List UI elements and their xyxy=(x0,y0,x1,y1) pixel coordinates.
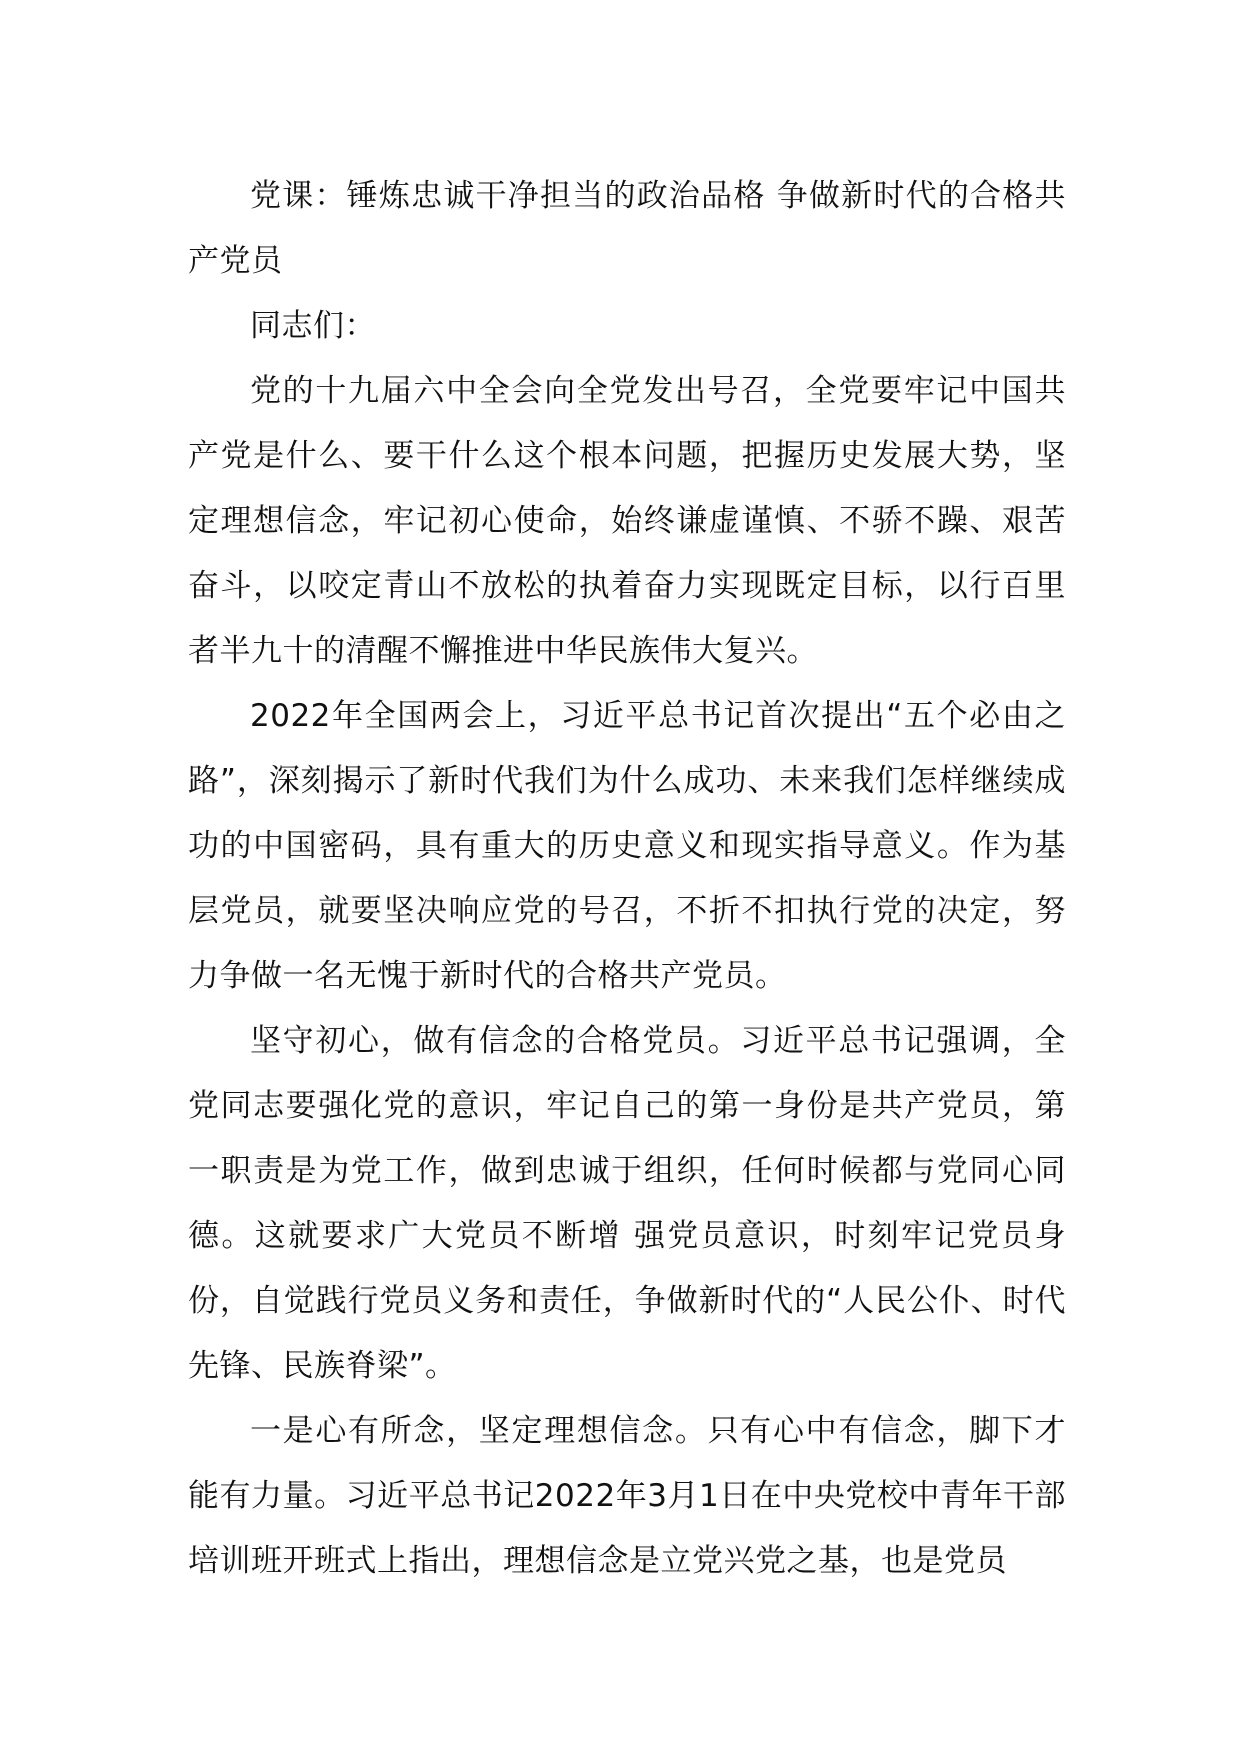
paragraph-3: 坚守初心，做有信念的合格党员。习近平总书记强调，全党同志要强化党的意识，牢记自己的第一身份是共产党员，第一职责是为党工作，做到忠诚于组织，任何时候都与党同心同德。这就要求广大党员不断增 强党员意识，时刻牢记党员身份，自觉践行党员义务和责任，争做新时代的“人民公仆、时代先锋、民族脊梁”。 xyxy=(188,1023,1066,1384)
salutation: 同志们： xyxy=(250,308,376,344)
paragraph-4: 一是心有所念，坚定理想信念。只有心中有信念，脚下才能有力量。习近平总书记2022年3月1日在中央党校中青年干部培训班开班式上指出，理想信念是立党兴党之基，也是党员 xyxy=(188,1413,1066,1579)
document-body xyxy=(188,164,1066,1594)
paragraph-1: 党的十九届六中全会向全党发出号召，全党要牢记中国共产党是什么、要干什么这个根本问题，把握历史发展大势，坚定理想信念，牢记初心使命，始终谦虚谨慎、不骄不躁、艰苦奋斗，以咬定青山不放松的执着奋力实现既定目标，以行百里者半九十的清醒不懈推进中华民族伟大复兴。 xyxy=(188,373,1066,669)
paragraph-2: 2022年全国两会上，习近平总书记首次提出“五个必由之路”，深刻揭示了新时代我们为什么成功、未来我们怎样继续成功的中国密码，具有重大的历史意义和现实指导意义。作为基层党员，就要坚决响应党的号召，不折不扣执行党的决定，努力争做一名无愧于新时代的合格共产党员。 xyxy=(188,698,1066,994)
document-title: 党课：锤炼忠诚干净担当的政治品格 争做新时代的合格共产党员 xyxy=(188,178,1066,279)
